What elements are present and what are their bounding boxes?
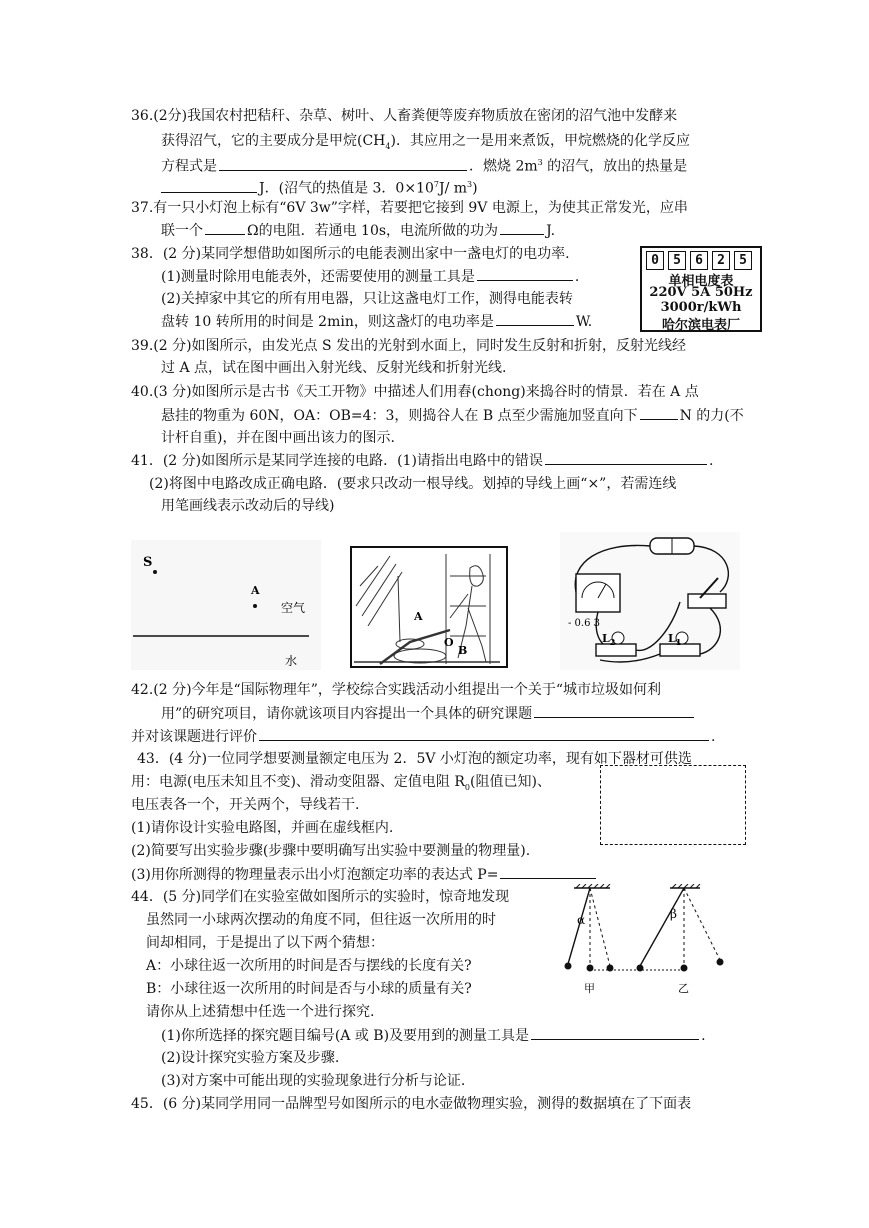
q43-line1: 43．(4 分)一位同学想要测量额定电压为 2．5V 小灯泡的额定功率，现有如下器材可供选	[137, 751, 692, 767]
answer-blank[interactable]	[205, 220, 245, 235]
q44-line5: B：小球往返一次所用的时间是否与小球的质量有关?	[146, 981, 472, 997]
q44-line6: 请你从上述猜想中任选一个进行探究.	[146, 1004, 375, 1020]
answer-blank[interactable]	[477, 266, 573, 281]
meter-digits	[646, 251, 752, 270]
meter-digit: 5	[734, 251, 752, 270]
answer-blank[interactable]	[545, 450, 707, 465]
pendulum-swing-jia	[590, 888, 610, 966]
q43-line2: 用：电源(电压未知且不变)、滑动变阻器、定值电阻 $R_0$(阻值已知)、	[131, 774, 551, 792]
meter-maker: 哈尔滨电表厂	[661, 318, 740, 333]
meter-digit: 6	[690, 251, 708, 270]
q43-line3: 电压表各一个，开关两个，导线若干.	[131, 797, 360, 813]
electric-meter-plate	[640, 246, 762, 332]
meter-type: 单相电度表	[668, 274, 734, 289]
mortar-illustration	[350, 546, 508, 668]
light-refraction-figure	[131, 540, 321, 670]
answer-blank[interactable]	[534, 703, 694, 718]
label-a: A	[251, 584, 260, 597]
ball-icon	[681, 965, 688, 972]
ball-icon	[565, 963, 572, 970]
label-l1: $L_1$	[668, 632, 682, 647]
q44-line1: 44．(5 分)同学们在实验室做如图所示的实验时，惊奇地发现	[131, 889, 510, 905]
q36-line3: 方程式是 ．燃烧 $2m^3$ 的沼气，放出的热量是	[161, 153, 687, 177]
meter-rating: 220V 5A 50Hz	[649, 285, 753, 300]
label-a: A	[414, 610, 423, 623]
label-yi: 乙	[678, 982, 689, 994]
q43-line5: (2)简要写出实验步骤(步骤中要明确写出实验中要测量的物理量).	[131, 843, 531, 859]
q44-line4: A：小球往返一次所用的时间是否与摆线的长度有关?	[146, 958, 472, 974]
q41-line1: 41．(2 分)如图所示是某同学连接的电路．(1)请指出电路中的错误 .	[131, 450, 713, 471]
circuit-drawing-box[interactable]	[600, 765, 746, 845]
pendulum-string-yi	[640, 888, 684, 966]
q36-line2: 获得沼气，它的主要成分是甲烷$(CH_4)$．其应用之一是用来煮饭，甲烷燃烧的化学反应	[161, 133, 690, 151]
angle-beta: β	[670, 907, 677, 921]
answer-blank[interactable]	[640, 405, 678, 420]
light-source-dot	[153, 570, 157, 574]
q37-line1: 37.有一只小灯泡上标有“6V 3w”字样，若要把它接到 9V 电源上，为使其正常发光，应串	[131, 200, 688, 216]
q45-line1: 45．(6 分)某同学用同一品牌型号如图所示的电水壶做物理实验，测得的数据填在了下面表	[131, 1096, 692, 1112]
q38-line3: (2)关掉家中其它的所有用电器，只让这盏电灯工作，测得电能表转	[161, 291, 573, 307]
label-l2: $L_2$	[602, 632, 616, 647]
q40-line3: 计杆自重)，并在图中画出该力的图示.	[161, 430, 395, 446]
pendulum-figure	[560, 884, 740, 994]
meter-digit: 2	[712, 251, 730, 270]
answer-blank[interactable]	[161, 178, 257, 193]
switch-icon	[688, 594, 726, 608]
q44-line2: 虽然同一小球两次摆动的角度不同，但往返一次所用的时	[146, 912, 496, 928]
q44-line3: 间却相同，于是提出了以下两个猜想：	[146, 935, 384, 951]
meter-digit: 0	[646, 251, 664, 270]
q42-line3: 并对该课题进行评价 .	[131, 726, 715, 747]
q40-line1: 40.(3 分)如图所示是古书《天工开物》中描述人们用舂(chong)来捣谷时的情景．若在 A 点	[131, 384, 699, 400]
q36-line1: 36.(2分)我国农村把秸秆、杂草、树叶、人畜粪便等废弃物质放在密闭的沼气池中发酵来	[131, 108, 678, 124]
pendulum-swing-yi	[684, 888, 720, 960]
q44-line9: (3)对方案中可能出现的实验现象进行分析与论证.	[161, 1073, 466, 1089]
answer-blank[interactable]	[531, 1025, 699, 1040]
q39-line2: 过 A 点，试在图中画出入射光线、反射光线和折射光线.	[161, 360, 507, 376]
label-b: B	[458, 644, 468, 657]
q41-line3: 用笔画线表示改动后的导线)	[161, 498, 335, 514]
answer-blank[interactable]	[219, 156, 467, 171]
circuit-figure	[560, 532, 740, 670]
label-jia: 甲	[584, 982, 595, 994]
q37-line2: 联一个 Ω的电阻．若通电 10s，电流所做的功为 J.	[161, 220, 555, 241]
label-water: 水	[285, 654, 298, 668]
q39-line1: 39.(2 分)如图所示，由发光点 S 发出的光射到水面上，同时发生反射和折射，反射光线经	[131, 338, 687, 354]
q38-line1: 38．(2 分)某同学想借助如图所示的电能表测出家中一盏电灯的电功率.	[131, 246, 570, 262]
point-a-dot	[253, 604, 257, 608]
label-air: 空气	[281, 601, 306, 615]
angle-alpha: α	[577, 913, 586, 927]
answer-blank[interactable]	[500, 220, 544, 235]
meter-constant: 3000r/kWh	[660, 300, 742, 315]
ball-icon	[717, 959, 724, 966]
answer-blank[interactable]	[500, 864, 596, 879]
answer-blank[interactable]	[496, 311, 574, 326]
q38-line4: 盘转 10 转所用的时间是 2min，则这盏灯的电功率是 W.	[161, 311, 592, 332]
label-o: O	[444, 636, 454, 649]
q41-line2: (2)将图中电路改成正确电路．(要求只改动一根导线。划掉的导线上画“×”，若需连线	[149, 476, 677, 492]
ammeter-scale-label: - 0.6 3	[568, 618, 601, 629]
q44-line8: (2)设计探究实验方案及步骤.	[161, 1050, 340, 1066]
q42-line2: 用”的研究项目，请你就该项目内容提出一个具体的研究课题	[161, 703, 696, 724]
q38-line2: (1)测量时除用电能表外，还需要使用的测量工具是 .	[161, 266, 579, 287]
meter-digit: 5	[668, 251, 686, 270]
q40-line2: 悬挂的物重为 60N，OA：OB=4：3，则捣谷人在 B 点至少需施加竖直向下 N 的力(不	[161, 405, 744, 426]
q42-line1: 42.(2 分)今年是“国际物理年”，学校综合实践活动小组提出一个关于“城市垃圾如何利	[131, 682, 662, 698]
label-s: S	[143, 555, 153, 570]
lamp-base-l2	[596, 644, 636, 656]
q43-line4: (1)请你设计实验电路图，并画在虚线框内.	[131, 820, 394, 836]
q44-line7: (1)你所选择的探究题目编号(A 或 B)及要用到的测量工具是 .	[161, 1025, 706, 1046]
q36-line4: J．(沼气的热值是 3．$0\times 10^7J/$ $m^3$)	[161, 175, 478, 199]
q43-line6: (3)用你所测得的物理量表示出小灯泡额定功率的表达式 P=	[131, 864, 598, 885]
answer-blank[interactable]	[259, 726, 709, 741]
